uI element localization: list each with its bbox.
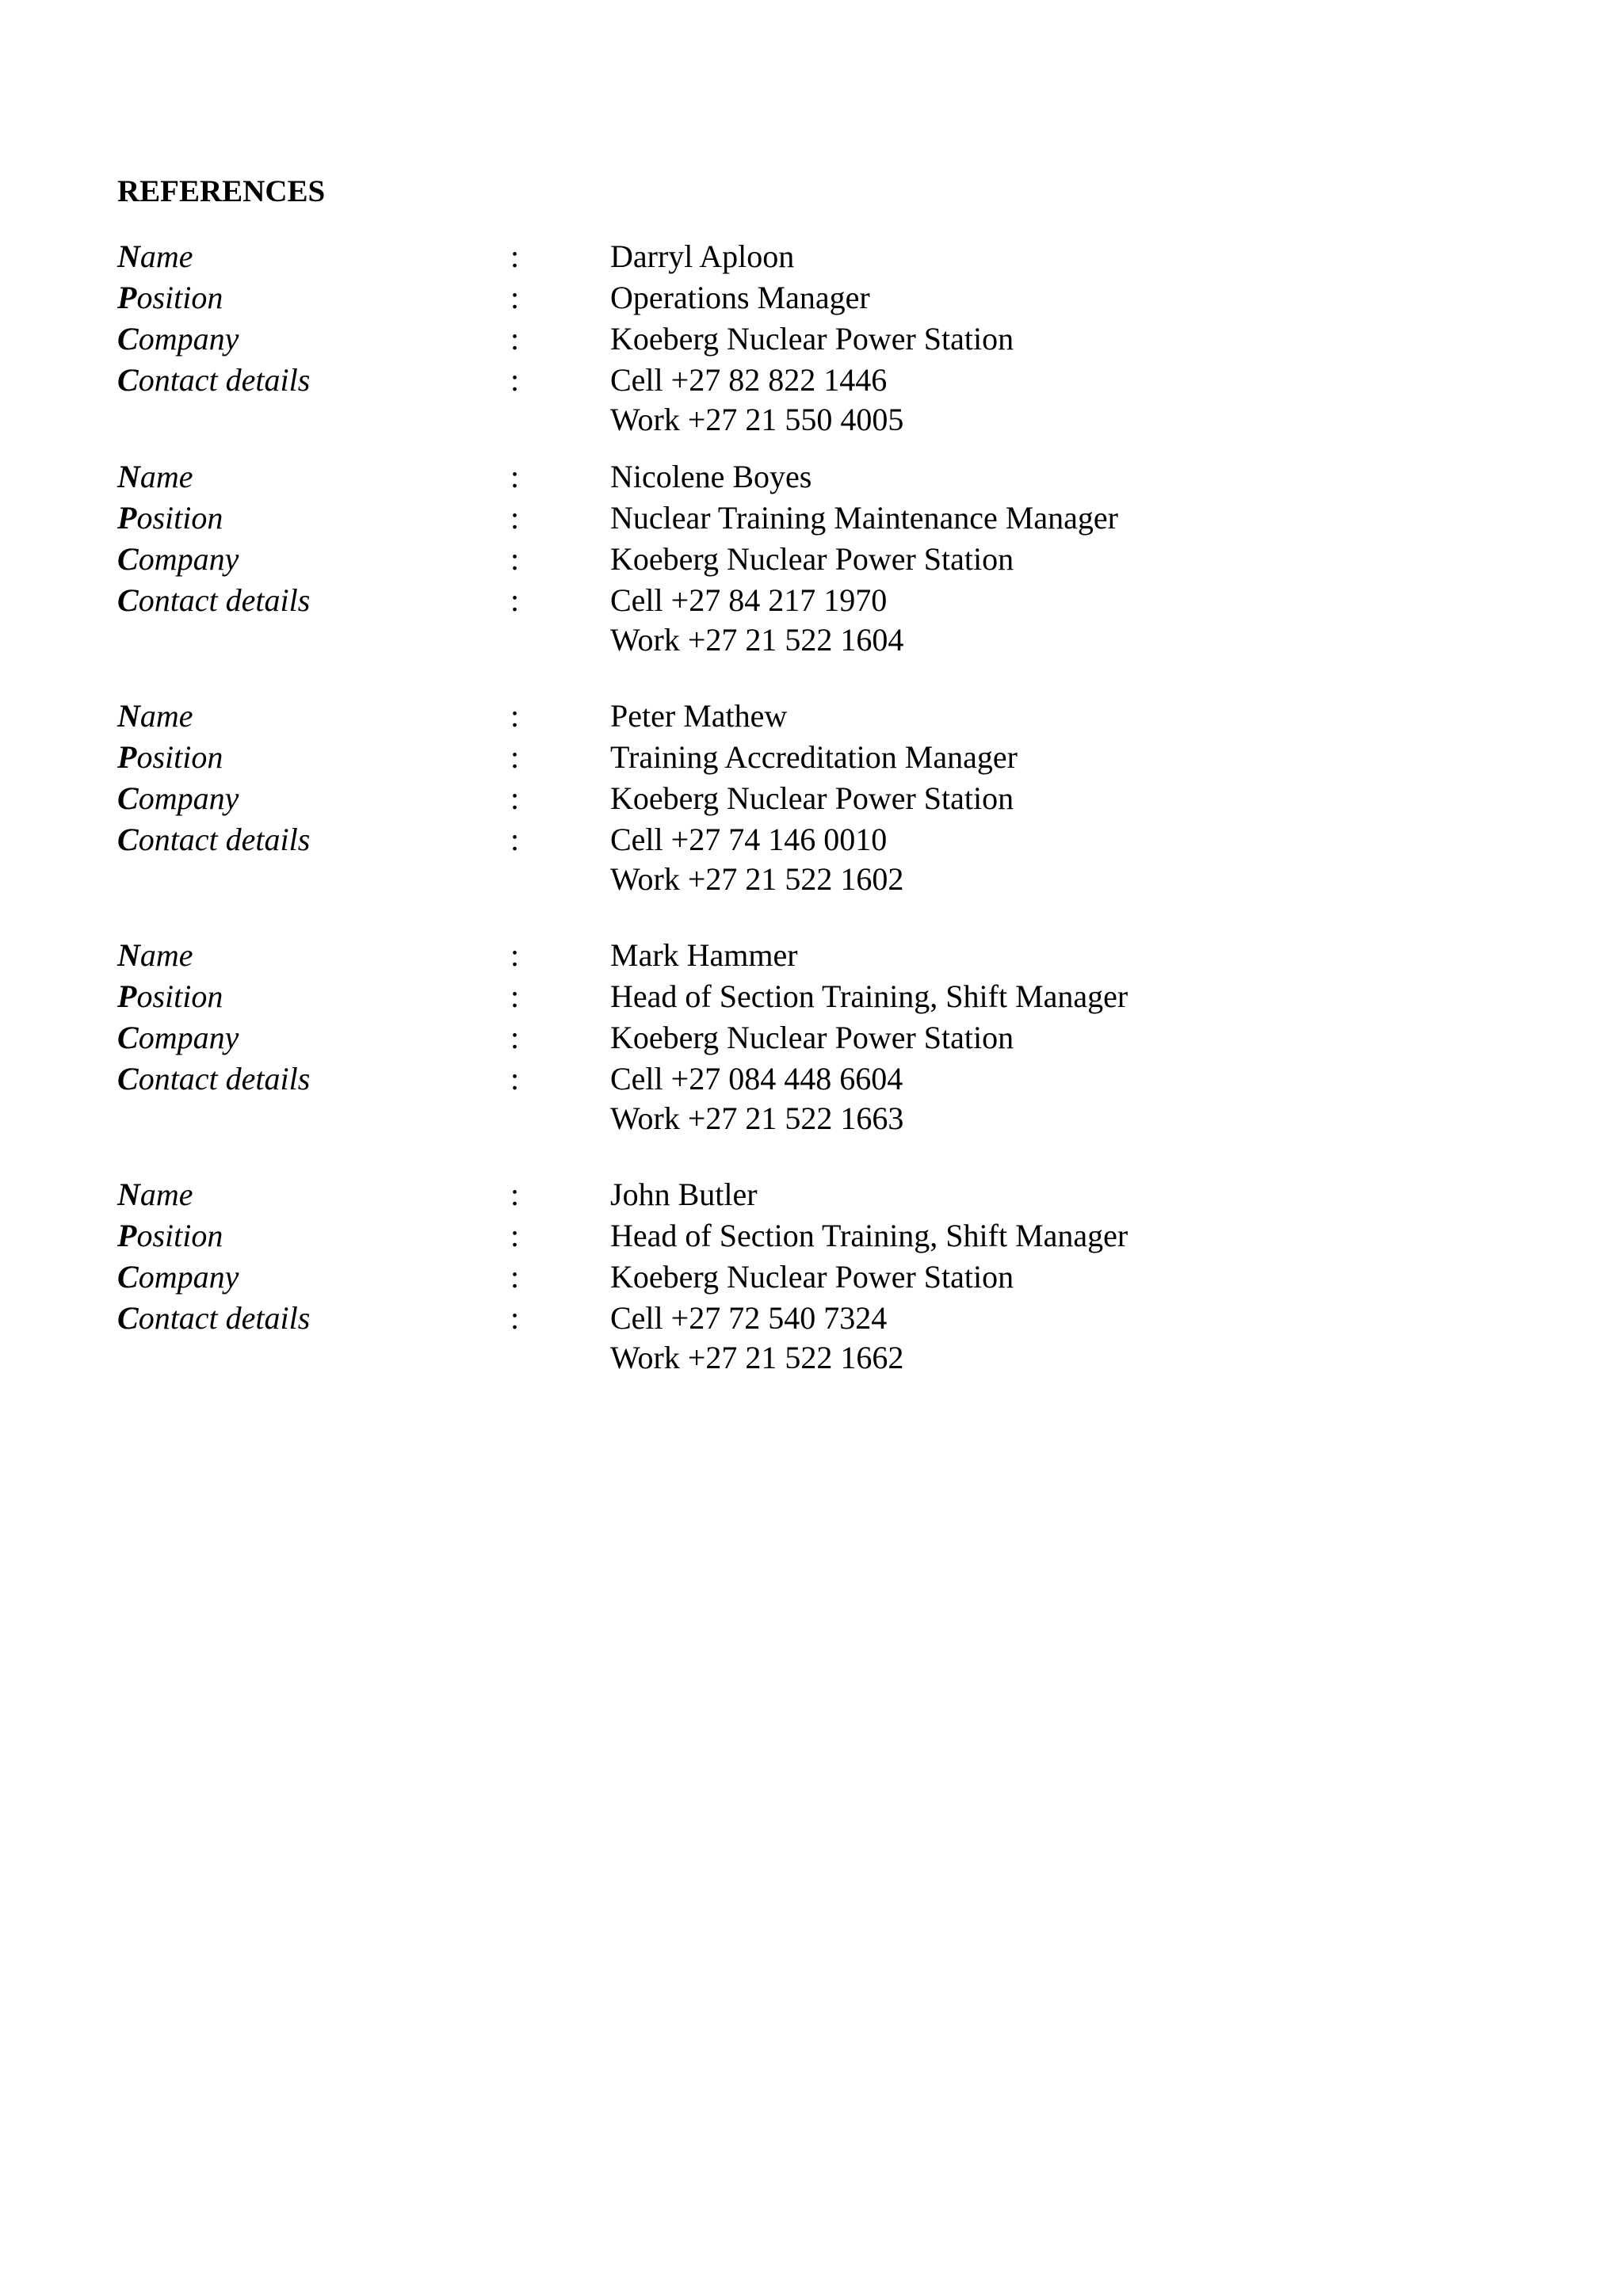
separator: : xyxy=(510,238,520,274)
contact-label: Contact details xyxy=(117,1300,311,1336)
reference-position: Training Accreditation Manager xyxy=(610,739,1018,775)
company-label: Company xyxy=(117,321,239,357)
position-row xyxy=(117,976,1544,1017)
position-row xyxy=(117,277,1544,318)
separator: : xyxy=(510,1061,520,1097)
reference-position: Nuclear Training Maintenance Manager xyxy=(610,500,1118,536)
name-label: Name xyxy=(117,698,193,734)
work-row xyxy=(117,1339,1544,1377)
reference-company: Koeberg Nuclear Power Station xyxy=(610,780,1014,816)
reference-name: Mark Hammer xyxy=(610,937,798,973)
reference-entry xyxy=(117,696,1544,898)
company-row xyxy=(117,318,1544,360)
reference-position: Head of Section Training, Shift Manager xyxy=(610,1218,1128,1253)
reference-entry xyxy=(117,456,1544,659)
reference-cell: Cell +27 084 448 6604 xyxy=(610,1061,903,1097)
contact-label: Contact details xyxy=(117,582,311,618)
separator: : xyxy=(510,280,520,315)
reference-work: Work +27 21 522 1604 xyxy=(610,622,904,658)
reference-position: Operations Manager xyxy=(610,280,870,315)
position-row xyxy=(117,737,1544,778)
contact-row xyxy=(117,1298,1544,1339)
reference-entry xyxy=(117,236,1544,439)
company-label: Company xyxy=(117,541,239,577)
position-label: Position xyxy=(117,280,223,315)
contact-row xyxy=(117,1058,1544,1100)
name-row xyxy=(117,696,1544,737)
company-label: Company xyxy=(117,780,239,816)
reference-work: Work +27 21 522 1662 xyxy=(610,1340,904,1375)
reference-work: Work +27 21 522 1602 xyxy=(610,861,904,897)
separator: : xyxy=(510,978,520,1014)
name-row xyxy=(117,236,1544,277)
company-row xyxy=(117,539,1544,580)
position-label: Position xyxy=(117,500,223,536)
separator: : xyxy=(510,582,520,618)
separator: : xyxy=(510,780,520,816)
reference-name: Darryl Aploon xyxy=(610,238,795,274)
work-row xyxy=(117,621,1544,659)
position-label: Position xyxy=(117,739,223,775)
separator: : xyxy=(510,321,520,357)
reference-entry xyxy=(117,935,1544,1138)
contact-label: Contact details xyxy=(117,362,311,398)
reference-cell: Cell +27 82 822 1446 xyxy=(610,362,888,398)
work-row xyxy=(117,1100,1544,1138)
reference-cell: Cell +27 72 540 7324 xyxy=(610,1300,888,1336)
work-row xyxy=(117,401,1544,439)
name-label: Name xyxy=(117,238,193,274)
separator: : xyxy=(510,698,520,734)
contact-row xyxy=(117,360,1544,401)
separator: : xyxy=(510,500,520,536)
reference-company: Koeberg Nuclear Power Station xyxy=(610,541,1014,577)
reference-name: John Butler xyxy=(610,1177,758,1212)
separator: : xyxy=(510,1259,520,1295)
reference-cell: Cell +27 74 146 0010 xyxy=(610,822,888,857)
work-row xyxy=(117,860,1544,898)
reference-position: Head of Section Training, Shift Manager xyxy=(610,978,1128,1014)
position-row xyxy=(117,1215,1544,1257)
separator: : xyxy=(510,362,520,398)
separator: : xyxy=(510,822,520,857)
position-label: Position xyxy=(117,1218,223,1253)
references-heading: REFERENCES xyxy=(117,174,326,208)
contact-label: Contact details xyxy=(117,822,311,857)
position-label: Position xyxy=(117,978,223,1014)
reference-work: Work +27 21 550 4005 xyxy=(610,402,904,437)
separator: : xyxy=(510,739,520,775)
contact-label: Contact details xyxy=(117,1061,311,1097)
separator: : xyxy=(510,1177,520,1212)
separator: : xyxy=(510,1218,520,1253)
contact-row xyxy=(117,819,1544,860)
separator: : xyxy=(510,459,520,494)
reference-company: Koeberg Nuclear Power Station xyxy=(610,321,1014,357)
reference-name: Nicolene Boyes xyxy=(610,459,812,494)
contact-row xyxy=(117,580,1544,621)
separator: : xyxy=(510,1300,520,1336)
name-label: Name xyxy=(117,459,193,494)
separator: : xyxy=(510,937,520,973)
reference-cell: Cell +27 84 217 1970 xyxy=(610,582,888,618)
separator: : xyxy=(510,541,520,577)
company-label: Company xyxy=(117,1259,239,1295)
name-row xyxy=(117,1174,1544,1215)
company-row xyxy=(117,1257,1544,1298)
reference-work: Work +27 21 522 1663 xyxy=(610,1100,904,1136)
name-label: Name xyxy=(117,1177,193,1212)
name-row xyxy=(117,935,1544,976)
position-row xyxy=(117,498,1544,539)
name-row xyxy=(117,456,1544,498)
reference-entry xyxy=(117,1174,1544,1377)
company-row xyxy=(117,1017,1544,1058)
company-row xyxy=(117,778,1544,819)
reference-name: Peter Mathew xyxy=(610,698,788,734)
company-label: Company xyxy=(117,1020,239,1055)
reference-company: Koeberg Nuclear Power Station xyxy=(610,1020,1014,1055)
name-label: Name xyxy=(117,937,193,973)
separator: : xyxy=(510,1020,520,1055)
reference-company: Koeberg Nuclear Power Station xyxy=(610,1259,1014,1295)
